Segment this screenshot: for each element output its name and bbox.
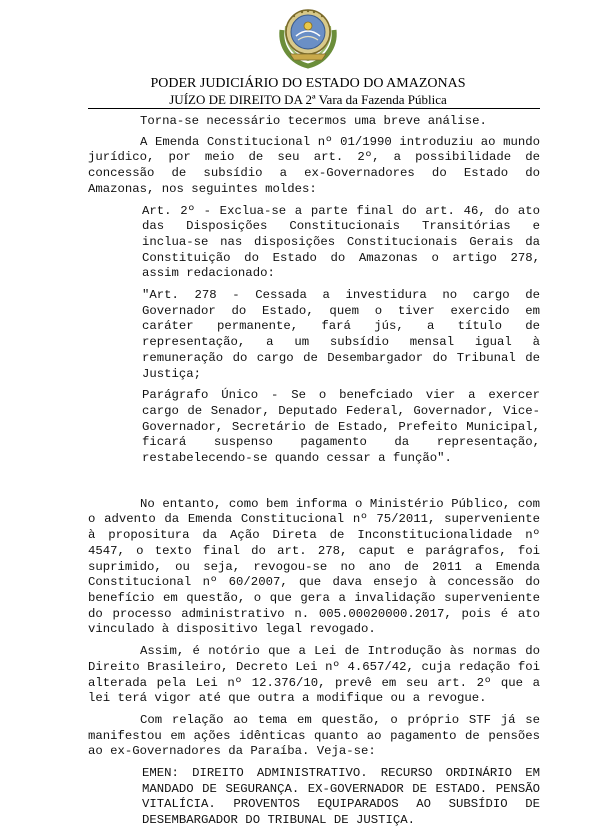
paragraph: Com relação ao tema em questão, o próprio STF já se manifestou em ações idênticas quanto ao pagamento de pensões ao ex-Governadores da Paraíba. Veja-se:: [88, 712, 540, 759]
paragraph: Assim, é notório que a Lei de Introdução às normas do Direito Brasileiro, Decreto Lei nº 4.657/42, cuja redação foi alterada pela Lei nº 12.376/10, prevê em seu art. 2º que a lei terá vigor até que outra a modifique ou a revogue.: [88, 644, 540, 706]
quoted-paragraph: EMEN: DIREITO ADMINISTRATIVO. RECURSO ORDINÁRIO EM MANDADO DE SEGURANÇA. EX-GOVERNADOR DE ESTADO. PENSÃO VITALÍCIA. PROVENTOS EQUIPARADOS AO SUBSÍDIO DE DESEMBARGADOR DO TRIBUNAL DE JUSTIÇA.: [142, 766, 540, 828]
quoted-paragraph: "Art. 278 - Cessada a investidura no cargo de Governador do Estado, quem o tiver exercido em caráter permanente, fará jús, a título de representação, a um subsídio mensal igual à remuneração do cargo de Desembargador do Tribunal de Justiça;: [142, 288, 540, 381]
coat-of-arms-emblem: [272, 0, 344, 70]
paragraph: Torna-se necessário tecermos uma breve análise.: [140, 114, 487, 128]
document-body: [88, 114, 540, 829]
paragraph: No entanto, como bem informa o Ministério Público, com o advento da Emenda Constitucional nº 75/2011, superveniente à propositura da Ação Direta de Inconstitucionalidade nº 4547, o texto final do art. 278, caput e parágrafos, foi suprimido, ou seja, revogou-se no ano de 2011 a Emenda Constitucional nº 60/2007, que dava ensejo à concessão do benefício em questão, o que gera a invalidação superveniente do processo administrativo n. 005.00020000.2017, pois é ato vinculado à dispositivo legal revogado.: [88, 496, 540, 637]
quoted-paragraph: Parágrafo Único - Se o benefciado vier a exercer cargo de Senador, Deputado Federal, Governador, Vice-Governador, Secretário de Estado, Prefeito Municipal, ficará suspenso pagamento da representação, restabelecendo-se quando cessar a função".: [142, 388, 540, 466]
header-court-name: PODER JUDICIÁRIO DO ESTADO DO AMAZONAS: [150, 76, 466, 91]
quoted-paragraph: Art. 2º - Exclua-se a parte final do art. 46, do ato das Disposições Constitucionais Transitórias e inclua-se nas disposições Constitucionais Gerais da Constituição do Estado do Amazonas o artigo 278, assim redacionado:: [142, 203, 540, 281]
header-court-division: JUÍZO DE DIREITO DA 2ª Vara da Fazenda Pública: [169, 92, 447, 107]
paragraph: A Emenda Constitucional nº 01/1990 introduziu ao mundo jurídico, por meio de seu art. 2º, a possibilidade de concessão de subsídio a ex-Governadores do Estado do Amazonas, nos seguintes moldes:: [88, 134, 540, 196]
header-divider: [88, 108, 540, 109]
